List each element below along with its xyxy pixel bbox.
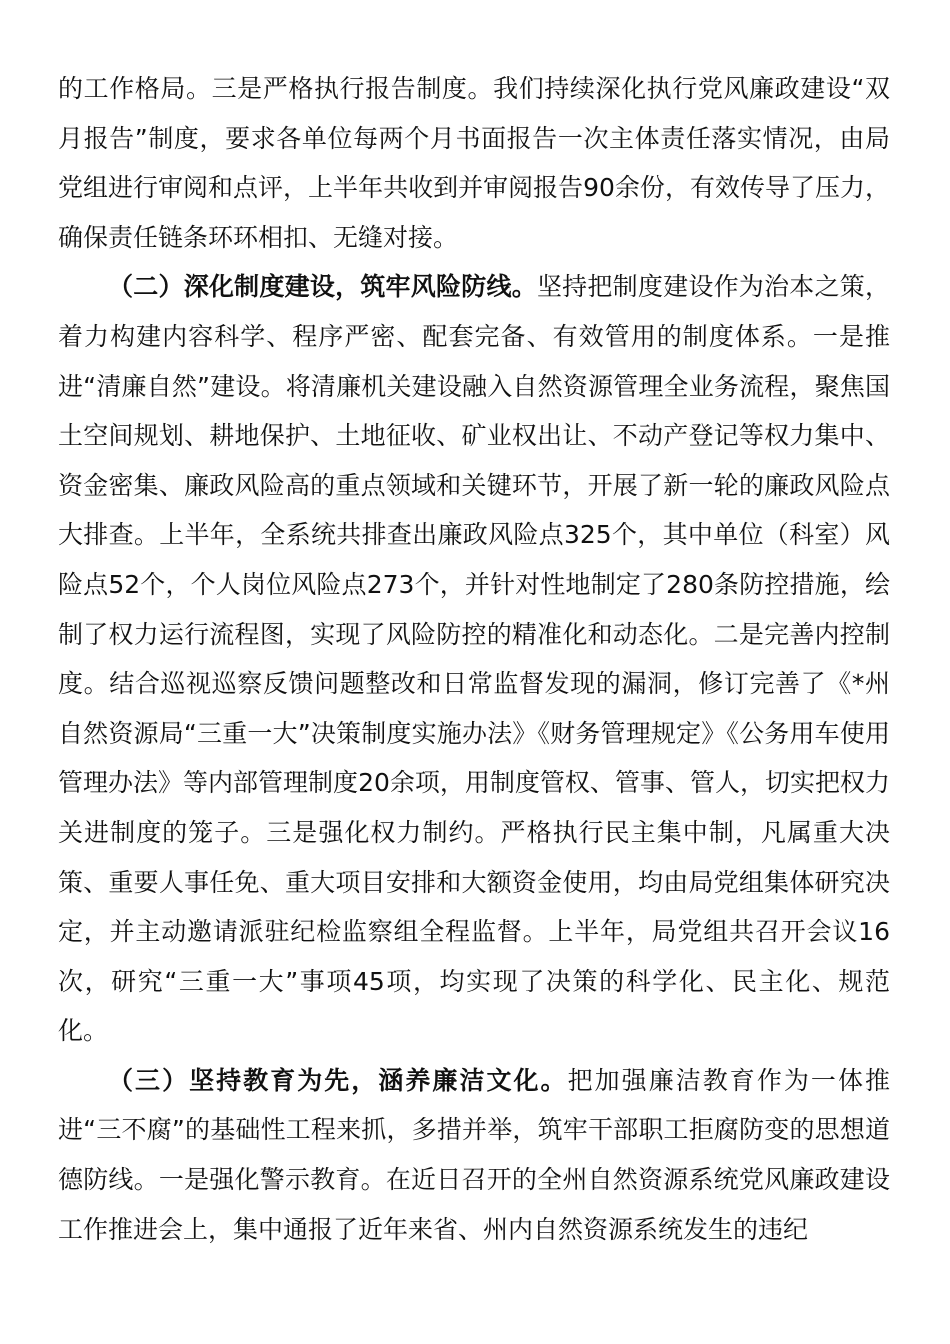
paragraph-body: 的工作格局。三是严格执行报告制度。我们持续深化执行党风廉政建设“双月报告”制度，要求各单位每两个月书面报告一次主体责任落实情况，由局党组进行审阅和点评，上半年共收到并审阅报告90余份，有效传导了压力，确保责任链条环环相扣、无缝对接。 [58,74,890,252]
paragraph-body: 把加强廉洁教育作为一体推进“三不腐”的基础性工程来抓，多措并举，筑牢干部职工拒腐防变的思想道德防线。一是强化警示教育。在近日召开的全州自然资源系统党风廉政建设工作推进会上，集中通报了近年来省、州内自然资源系统发生的违纪 [58,1065,890,1244]
paragraph-system-building [58,262,890,1056]
paragraph-education [58,1056,890,1254]
section-heading-two: （二）深化制度建设，筑牢风险防线。 [108,272,537,302]
paragraph-reporting-system [58,64,890,262]
document-page [58,64,890,1254]
paragraph-body: 坚持把制度建设作为治本之策，着力构建内容科学、程序严密、配套完备、有效管用的制度体系。一是推进“清廉自然”建设。将清廉机关建设融入自然资源管理全业务流程，聚焦国土空间规划、耕地保护、土地征收、矿业权出让、不动产登记等权力集中、资金密集、廉政风险高的重点领域和关键环节，开展了新一轮的廉政风险点大排查。上半年，全系统共排查出廉政风险点325个，其中单位（科室）风险点52个，个人岗位风险点273个，并针对性地制定了280条防控措施，绘制了权力运行流程图，实现了风险防控的精准化和动态化。二是完善内控制度。结合巡视巡察反馈问题整改和日常监督发现的漏洞，修订完善了《*州自然资源局“三重一大”决策制度实施办法》《财务管理规定》《公务用车使用管理办法》等内部管理制度20余项，用制度管权、管事、管人，切实把权力关进制度的笼子。三是强化权力制约。严格执行民主集中制，凡属重大决策、重要人事任免、重大项目安排和大额资金使用，均由局党组集体研究决定，并主动邀请派驻纪检监察组全程监督。上半年，局党组共召开会议16次，研究“三重一大”事项45项，均实现了决策的科学化、民主化、规范化。 [58,272,890,1046]
section-heading-three: （三）坚持教育为先，涵养廉洁文化。 [108,1065,568,1095]
